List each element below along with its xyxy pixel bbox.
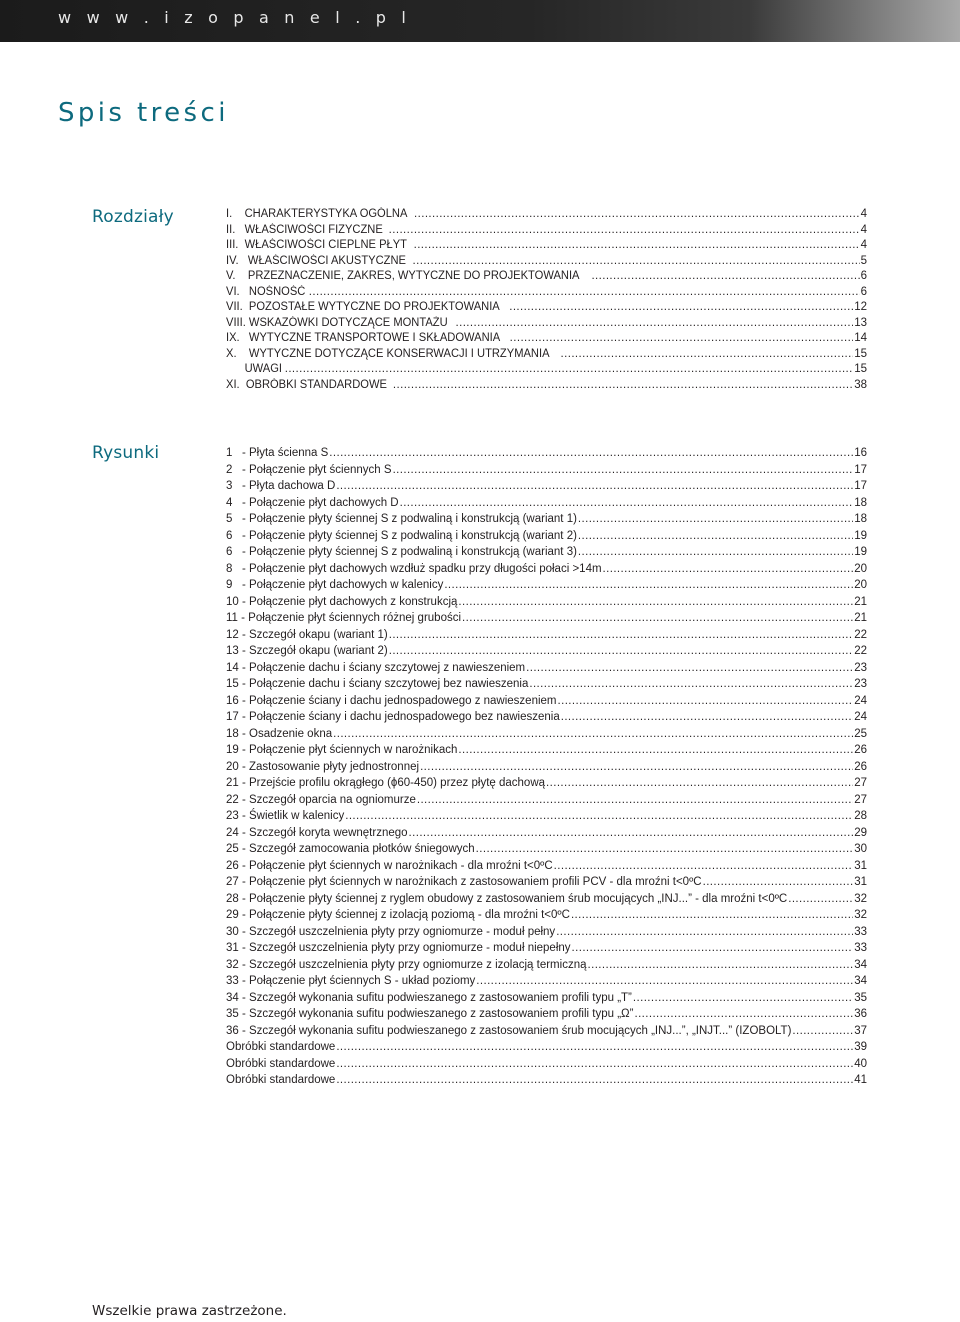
figure-entry[interactable] — [226, 528, 867, 545]
figure-entry-label: 31 - Szczegół uszczelnienia płyty przy ogniomurze - moduł niepełny — [226, 942, 571, 954]
figure-entry-label: 15 - Połączenie dachu i ściany szczytowej bez nawieszenia — [226, 678, 529, 690]
dot-leader — [393, 378, 853, 394]
dot-leader — [393, 462, 854, 479]
figure-entry-page-number: 24 — [854, 694, 867, 707]
figure-entry[interactable] — [226, 610, 867, 627]
figure-entry[interactable] — [226, 577, 867, 594]
figure-entry-page-number: 19 — [854, 546, 867, 558]
figure-entry-page-number: 33 — [854, 925, 867, 938]
dot-leader — [462, 610, 853, 627]
figure-entry-label: 3 - Płyta dachowa D — [226, 480, 336, 492]
figure-entry-label: 18 - Osadzenie okna — [226, 727, 333, 740]
chapter-list — [226, 207, 867, 393]
figure-entry-page-number: 20 — [854, 562, 867, 575]
figure-entry[interactable] — [226, 627, 867, 644]
figure-entry-page-number: 37 — [854, 1024, 867, 1037]
figure-entry-page-number: 31 — [854, 859, 867, 872]
figure-entry-label: 28 - Połączenie płyty ściennej z ryglem obudowy z zastosowaniem śrub mocujących „INJ...” - dla mroźni t<0ºC — [226, 892, 788, 905]
figure-entry-page-number: 19 — [854, 529, 867, 542]
figure-entry-label: 12 - Szczegół okapu (wariant 1) — [226, 628, 388, 641]
figure-entry[interactable] — [226, 891, 867, 908]
figure-entry[interactable] — [226, 660, 867, 677]
dot-leader — [285, 362, 853, 378]
figure-entry[interactable] — [226, 709, 867, 726]
figure-entry-label: 9 - Połączenie płyt dachowych w kalenicy — [226, 579, 444, 591]
chapter-entry-label: IV. WŁAŚCIWOŚCI AKUSTYCZNE — [226, 254, 406, 267]
figure-entry[interactable] — [226, 1056, 867, 1073]
dot-leader — [561, 347, 854, 363]
chapter-entry-page-number: 38 — [854, 378, 867, 391]
figure-entry-label: 26 - Połączenie płyt ściennych w narożnikach - dla mroźni t<0ºC — [226, 859, 553, 872]
figure-entry-page-number: 27 — [854, 777, 867, 789]
figure-entry-label: 24 - Szczegół koryta wewnętrznego — [226, 826, 408, 839]
figure-entry-page-number: 17 — [854, 480, 867, 492]
figure-entry-label: 34 - Szczegół wykonania sufitu podwieszanego z zastosowaniem profili typu „T” — [226, 991, 632, 1004]
dot-leader — [476, 841, 854, 858]
figure-entry-page-number: 33 — [854, 942, 867, 954]
figure-entry[interactable] — [226, 940, 867, 957]
dot-leader — [336, 1039, 853, 1056]
figure-entry-page-number: 27 — [854, 793, 867, 806]
chapter-entry-page-number: 13 — [854, 316, 867, 329]
figure-entry[interactable] — [226, 990, 867, 1007]
dot-leader — [510, 331, 854, 347]
dot-leader — [578, 528, 853, 545]
figure-entry[interactable] — [226, 1039, 867, 1056]
figure-entry[interactable] — [226, 561, 867, 578]
chapter-entry-label: II. WŁAŚCIWOŚCI FIZYCZNE — [226, 223, 383, 236]
dot-leader — [458, 742, 853, 759]
chapter-entry-page-number: 6 — [860, 270, 867, 282]
figure-entry-page-number: 32 — [854, 909, 867, 921]
figure-entry[interactable] — [226, 825, 867, 842]
dot-leader — [588, 957, 854, 974]
chapter-entry-label: I. CHARAKTERYSTYKA OGÓLNA — [226, 208, 408, 220]
figure-entry-label: 6 - Połączenie płyty ściennej S z podwaliną i konstrukcją (wariant 3) — [226, 546, 577, 558]
figure-entry-page-number: 21 — [854, 595, 867, 608]
figure-entry[interactable] — [226, 957, 867, 974]
figure-entry-label: 1 - Płyta ścienna S — [226, 447, 329, 459]
figure-entry-label: 5 - Połączenie płyty ściennej S z podwaliną i konstrukcją (wariant 1) — [226, 513, 577, 525]
figure-entry-page-number: 21 — [854, 612, 867, 624]
dot-leader — [345, 808, 853, 825]
dot-leader — [578, 511, 853, 528]
figure-entry[interactable] — [226, 643, 867, 660]
figure-entry-label: 14 - Połączenie dachu i ściany szczytowej z nawieszeniem — [226, 661, 526, 674]
chapter-entry-page-number: 4 — [860, 223, 867, 236]
site-url[interactable]: w w w . i z o p a n e l . p l — [58, 8, 412, 27]
dot-leader — [336, 478, 853, 495]
dot-leader — [414, 207, 860, 223]
dot-leader — [389, 643, 853, 660]
figure-entry[interactable] — [226, 759, 867, 776]
figure-entry-label: Obróbki standardowe — [226, 1074, 336, 1086]
dot-leader — [546, 775, 853, 792]
dot-leader — [336, 1056, 853, 1073]
figure-entry[interactable] — [226, 1006, 867, 1023]
figure-entry[interactable] — [226, 1023, 867, 1040]
figure-entry[interactable] — [226, 924, 867, 941]
figure-entry-page-number: 26 — [854, 760, 867, 773]
figure-entry-page-number: 39 — [854, 1041, 867, 1053]
section-label-figures: Rysunki — [92, 443, 160, 463]
chapter-entry[interactable] — [226, 331, 867, 347]
figure-entry-label: 25 - Szczegół zamocowania płotków śniegowych — [226, 843, 475, 855]
dot-leader — [526, 660, 853, 677]
chapter-entry-label: VII. POZOSTAŁE WYTYCZNE DO PROJEKTOWANIA — [226, 301, 500, 313]
figure-entry-label: 20 - Zastosowanie płyty jednostronnej — [226, 760, 420, 773]
figure-entry-page-number: 24 — [854, 711, 867, 723]
figure-entry[interactable] — [226, 544, 867, 561]
figure-entry[interactable] — [226, 808, 867, 825]
figure-entry[interactable] — [226, 676, 867, 693]
dot-leader — [476, 973, 853, 990]
figure-entry-label: 13 - Szczegół okapu (wariant 2) — [226, 645, 388, 657]
dot-leader — [556, 924, 853, 941]
chapter-entry-label: V. PRZEZNACZENIE, ZAKRES, WYTYCZNE DO PROJEKTOWANIA — [226, 270, 580, 282]
page-title: Spis treści — [58, 98, 229, 128]
figure-entry[interactable] — [226, 594, 867, 611]
figure-entry[interactable] — [226, 874, 867, 891]
chapter-entry-page-number: 4 — [860, 239, 867, 251]
figure-entry-label: 33 - Połączenie płyt ściennych S - układ poziomy — [226, 975, 476, 987]
figure-entry[interactable] — [226, 973, 867, 990]
figure-entry-page-number: 31 — [854, 876, 867, 888]
figure-entry[interactable] — [226, 495, 867, 512]
copyright-footer: Wszelkie prawa zastrzeżone. — [92, 1303, 287, 1319]
dot-leader — [309, 285, 860, 301]
dot-leader — [444, 577, 853, 594]
figure-entry-label: 8 - Połączenie płyt dachowych wzdłuż spadku przy długości połaci >14m — [226, 562, 602, 575]
dot-leader — [703, 874, 854, 891]
figure-entry[interactable] — [226, 775, 867, 792]
figure-entry-page-number: 18 — [854, 513, 867, 525]
dot-leader — [792, 1023, 853, 1040]
chapter-entry-label: IX. WYTYCZNE TRANSPORTOWE I SKŁADOWANIA — [226, 332, 501, 344]
dot-leader — [389, 627, 853, 644]
chapter-entry-page-number: 4 — [860, 208, 867, 220]
figure-entry-page-number: 32 — [854, 892, 867, 905]
chapter-entry[interactable] — [226, 316, 867, 332]
figure-entry[interactable] — [226, 792, 867, 809]
dot-leader — [400, 495, 854, 512]
dot-leader — [456, 316, 854, 332]
chapter-entry[interactable] — [226, 207, 867, 223]
figure-entry-label: Obróbki standardowe — [226, 1041, 336, 1053]
chapter-entry[interactable] — [226, 378, 867, 394]
figure-entry-label: 6 - Połączenie płyty ściennej S z podwaliną i konstrukcją (wariant 2) — [226, 529, 577, 542]
dot-leader — [458, 594, 853, 611]
dot-leader — [417, 792, 853, 809]
chapter-entry-label: X. WYTYCZNE DOTYCZĄCE KONSERWACJI I UTRZYMANIA — [226, 347, 550, 360]
section-label-chapters: Rozdziały — [92, 207, 174, 227]
figure-entry-label: 2 - Połączenie płyt ściennych S — [226, 463, 392, 476]
figure-entry-page-number: 26 — [854, 744, 867, 756]
figure-entry-page-number: 17 — [854, 463, 867, 476]
figure-entry[interactable] — [226, 1072, 867, 1089]
chapter-entry-label: VIII. WSKAZÓWKI DOTYCZĄCE MONTAŻU — [226, 316, 448, 329]
chapter-entry-page-number: 6 — [860, 285, 867, 298]
figure-entry-page-number: 16 — [854, 447, 867, 459]
chapter-entry[interactable] — [226, 285, 867, 301]
chapter-entry-page-number: 5 — [860, 254, 867, 267]
chapter-entry[interactable] — [226, 254, 867, 270]
chapter-entry-label: XI. OBRÓBKI STANDARDOWE — [226, 378, 387, 391]
chapter-entry-label: VI. NOŚNOŚĆ — [226, 285, 306, 298]
dot-leader — [409, 825, 854, 842]
dot-leader — [591, 269, 859, 285]
chapter-entry[interactable] — [226, 347, 867, 363]
figure-entry[interactable] — [226, 511, 867, 528]
dot-leader — [529, 676, 853, 693]
chapter-entry[interactable] — [226, 223, 867, 239]
figure-entry-label: 10 - Połączenie płyt dachowych z konstrukcją — [226, 595, 458, 608]
dot-leader — [633, 990, 853, 1007]
dot-leader — [420, 759, 853, 776]
figure-entry-page-number: 30 — [854, 843, 867, 855]
dot-leader — [389, 223, 860, 239]
dot-leader — [554, 858, 854, 875]
figure-entry-label: 36 - Szczegół wykonania sufitu podwieszanego z zastosowaniem śrub mocujących „INJ...”, „INJT...” (IZOBOLT) — [226, 1024, 792, 1037]
chapter-entry[interactable] — [226, 300, 867, 316]
dot-leader — [634, 1006, 853, 1023]
figure-entry-page-number: 22 — [854, 628, 867, 641]
dot-leader — [571, 907, 853, 924]
figure-entry[interactable] — [226, 841, 867, 858]
header-bar — [0, 0, 960, 42]
chapter-entry-label: UWAGI — [226, 363, 282, 375]
figure-entry-page-number: 22 — [854, 645, 867, 657]
dot-leader — [329, 445, 853, 462]
figure-entry-label: 11 - Połączenie płyt ściennych różnej grubości — [226, 612, 462, 624]
figure-entry-page-number: 23 — [854, 661, 867, 674]
figure-entry-label: 30 - Szczegół uszczelnienia płyty przy ogniomurze - moduł pełny — [226, 925, 556, 938]
chapter-entry-page-number: 15 — [854, 347, 867, 360]
chapter-entry[interactable] — [226, 269, 867, 285]
figure-entry-page-number: 23 — [854, 678, 867, 690]
figure-entry-label: 16 - Połączenie ściany i dachu jednospadowego z nawieszeniem — [226, 694, 557, 707]
figure-entry[interactable] — [226, 445, 867, 462]
figure-entry-label: 35 - Szczegół wykonania sufitu podwieszanego z zastosowaniem profili typu „Ω” — [226, 1008, 634, 1020]
figure-entry-page-number: 29 — [854, 826, 867, 839]
chapter-entry-page-number: 14 — [854, 332, 867, 344]
figure-entry-label: 23 - Świetlik w kalenicy — [226, 810, 345, 822]
figure-entry-page-number: 40 — [854, 1057, 867, 1070]
chapter-entry-label: III. WŁAŚCIWOŚCI CIEPLNE PŁYT — [226, 239, 408, 251]
figure-entry[interactable] — [226, 693, 867, 710]
dot-leader — [572, 940, 854, 957]
figure-entry-label: 32 - Szczegół uszczelnienia płyty przy ogniomurze z izolacją termiczną — [226, 958, 587, 971]
figure-list — [226, 445, 867, 1089]
figure-entry-label: Obróbki standardowe — [226, 1057, 336, 1070]
dot-leader — [603, 561, 854, 578]
figure-entry[interactable] — [226, 462, 867, 479]
dot-leader — [413, 254, 860, 270]
figure-entry[interactable] — [226, 907, 867, 924]
figure-entry-label: 27 - Połączenie płyt ściennych w narożnikach z zastosowaniem profili PCV - dla mroźni t<0ºC — [226, 876, 702, 888]
figure-entry[interactable] — [226, 858, 867, 875]
dot-leader — [336, 1072, 853, 1089]
figure-entry-label: 17 - Połączenie ściany i dachu jednospadowego bez nawieszenia — [226, 711, 560, 723]
dot-leader — [578, 544, 853, 561]
figure-entry-page-number: 28 — [854, 810, 867, 822]
dot-leader — [561, 709, 853, 726]
dot-leader — [414, 238, 860, 254]
figure-entry-page-number: 34 — [854, 975, 867, 987]
dot-leader — [558, 693, 854, 710]
figure-entry-page-number: 41 — [854, 1074, 867, 1086]
chapter-entry-page-number: 15 — [854, 363, 867, 375]
figure-entry-page-number: 36 — [854, 1008, 867, 1020]
dot-leader — [788, 891, 853, 908]
figure-entry-label: 4 - Połączenie płyt dachowych D — [226, 496, 399, 509]
figure-entry[interactable] — [226, 726, 867, 743]
figure-entry-page-number: 35 — [854, 991, 867, 1004]
figure-entry[interactable] — [226, 478, 867, 495]
chapter-entry[interactable] — [226, 362, 867, 378]
figure-entry[interactable] — [226, 742, 867, 759]
dot-leader — [333, 726, 853, 743]
figure-entry-page-number: 18 — [854, 496, 867, 509]
figure-entry-label: 21 - Przejście profilu okrągłego (ϕ60-450) przez płytę dachową — [226, 777, 546, 789]
figure-entry-label: 19 - Połączenie płyt ściennych w narożnikach — [226, 744, 458, 756]
figure-entry-page-number: 25 — [854, 727, 867, 740]
chapter-entry[interactable] — [226, 238, 867, 254]
chapter-entry-page-number: 12 — [854, 301, 867, 313]
figure-entry-page-number: 20 — [854, 579, 867, 591]
figure-entry-label: 29 - Połączenie płyty ściennej z izolacją poziomą - dla mroźni t<0ºC — [226, 909, 570, 921]
figure-entry-label: 22 - Szczegół oparcia na ogniomurze — [226, 793, 416, 806]
figure-entry-page-number: 34 — [854, 958, 867, 971]
dot-leader — [509, 300, 853, 316]
